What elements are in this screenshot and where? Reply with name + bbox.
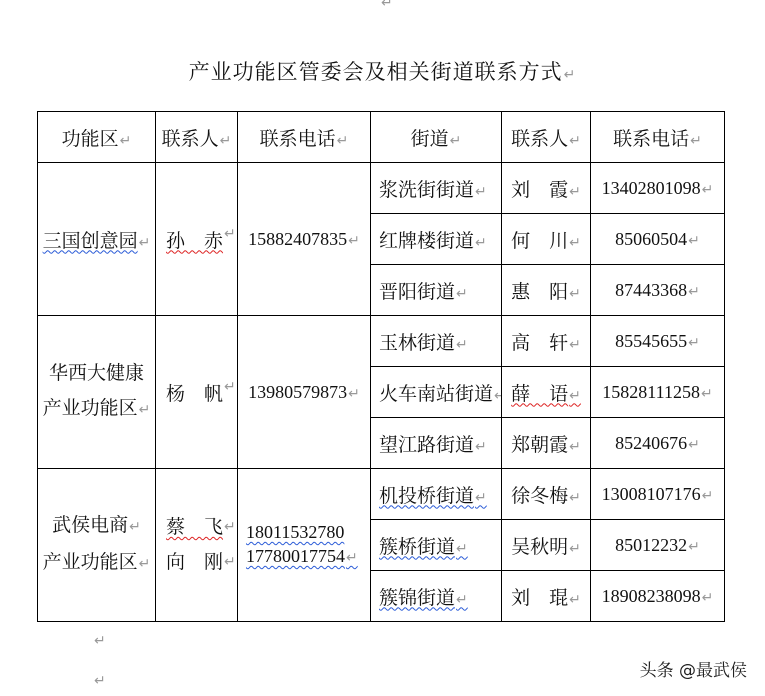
paragraph-mark: [93, 632, 106, 650]
street-contact-cell: 高 轩 ↵: [502, 316, 591, 367]
table-row: [38, 163, 725, 214]
zone-name-cell: 武侯电商 ↵ 产业功能区 ↵: [38, 469, 156, 622]
zone-contact-cell: 孙 赤 ↵: [156, 163, 238, 316]
zone-name-cell: 华西大健康 产业功能区 ↵: [38, 316, 156, 469]
zone-phone-cell: 18011532780 17780017754 ↵: [238, 469, 371, 622]
zone-name-cell: 三国创意园 ↵: [38, 163, 156, 316]
paragraph-mark: [380, 0, 393, 12]
zone-contact-cell: 杨 帆 ↵: [156, 316, 238, 469]
contact-table: [37, 111, 725, 622]
street-phone-cell: 85240676 ↵: [591, 418, 725, 469]
table-row: [38, 469, 725, 520]
street-phone-cell: 18908238098 ↵: [591, 571, 725, 622]
watermark: 头条 @最武侯: [639, 661, 747, 681]
document-title: 产业功能区管委会及相关街道联系方式 ↵: [0, 56, 765, 86]
street-cell: 火车南站街道 ↵: [371, 367, 502, 418]
street-contact-cell: 刘 琨 ↵: [502, 571, 591, 622]
header-cell: 联系电话 ↵: [238, 112, 371, 163]
street-cell: 浆洗街街道 ↵: [371, 163, 502, 214]
street-contact-cell: 惠 阳 ↵: [502, 265, 591, 316]
table-row: [38, 316, 725, 367]
street-phone-cell: 85545655 ↵: [591, 316, 725, 367]
zone-phone-cell: 15882407835 ↵: [238, 163, 371, 316]
street-phone-cell: 85060504 ↵: [591, 214, 725, 265]
street-contact-cell: 何 川 ↵: [502, 214, 591, 265]
street-phone-cell: 13402801098 ↵: [591, 163, 725, 214]
street-contact-cell: 吴秋明 ↵: [502, 520, 591, 571]
table-header-row: [38, 112, 725, 163]
header-cell: 街道 ↵: [371, 112, 502, 163]
paragraph-mark: [93, 672, 106, 690]
street-phone-cell: 87443368 ↵: [591, 265, 725, 316]
header-cell: 联系人 ↵: [502, 112, 591, 163]
street-cell: 簇桥街道 ↵: [371, 520, 502, 571]
street-phone-cell: 85012232 ↵: [591, 520, 725, 571]
header-cell: 联系人 ↵: [156, 112, 238, 163]
zone-phone-cell: 13980579873 ↵: [238, 316, 371, 469]
street-contact-cell: 刘 霞 ↵: [502, 163, 591, 214]
zone-contact-cell: 蔡 飞 ↵ 向 刚 ↵: [156, 469, 238, 622]
street-cell: 簇锦街道 ↵: [371, 571, 502, 622]
street-cell: 玉林街道 ↵: [371, 316, 502, 367]
street-cell: 晋阳街道 ↵: [371, 265, 502, 316]
street-cell: 望江路街道 ↵: [371, 418, 502, 469]
street-contact-cell: 薛 语 ↵: [502, 367, 591, 418]
street-cell: 红牌楼街道 ↵: [371, 214, 502, 265]
street-contact-cell: 郑朝霞 ↵: [502, 418, 591, 469]
header-cell: 联系电话 ↵: [591, 112, 725, 163]
header-cell: 功能区 ↵: [38, 112, 156, 163]
street-contact-cell: 徐冬梅 ↵: [502, 469, 591, 520]
street-phone-cell: 13008107176 ↵: [591, 469, 725, 520]
street-cell: 机投桥街道 ↵: [371, 469, 502, 520]
street-phone-cell: 15828111258 ↵: [591, 367, 725, 418]
